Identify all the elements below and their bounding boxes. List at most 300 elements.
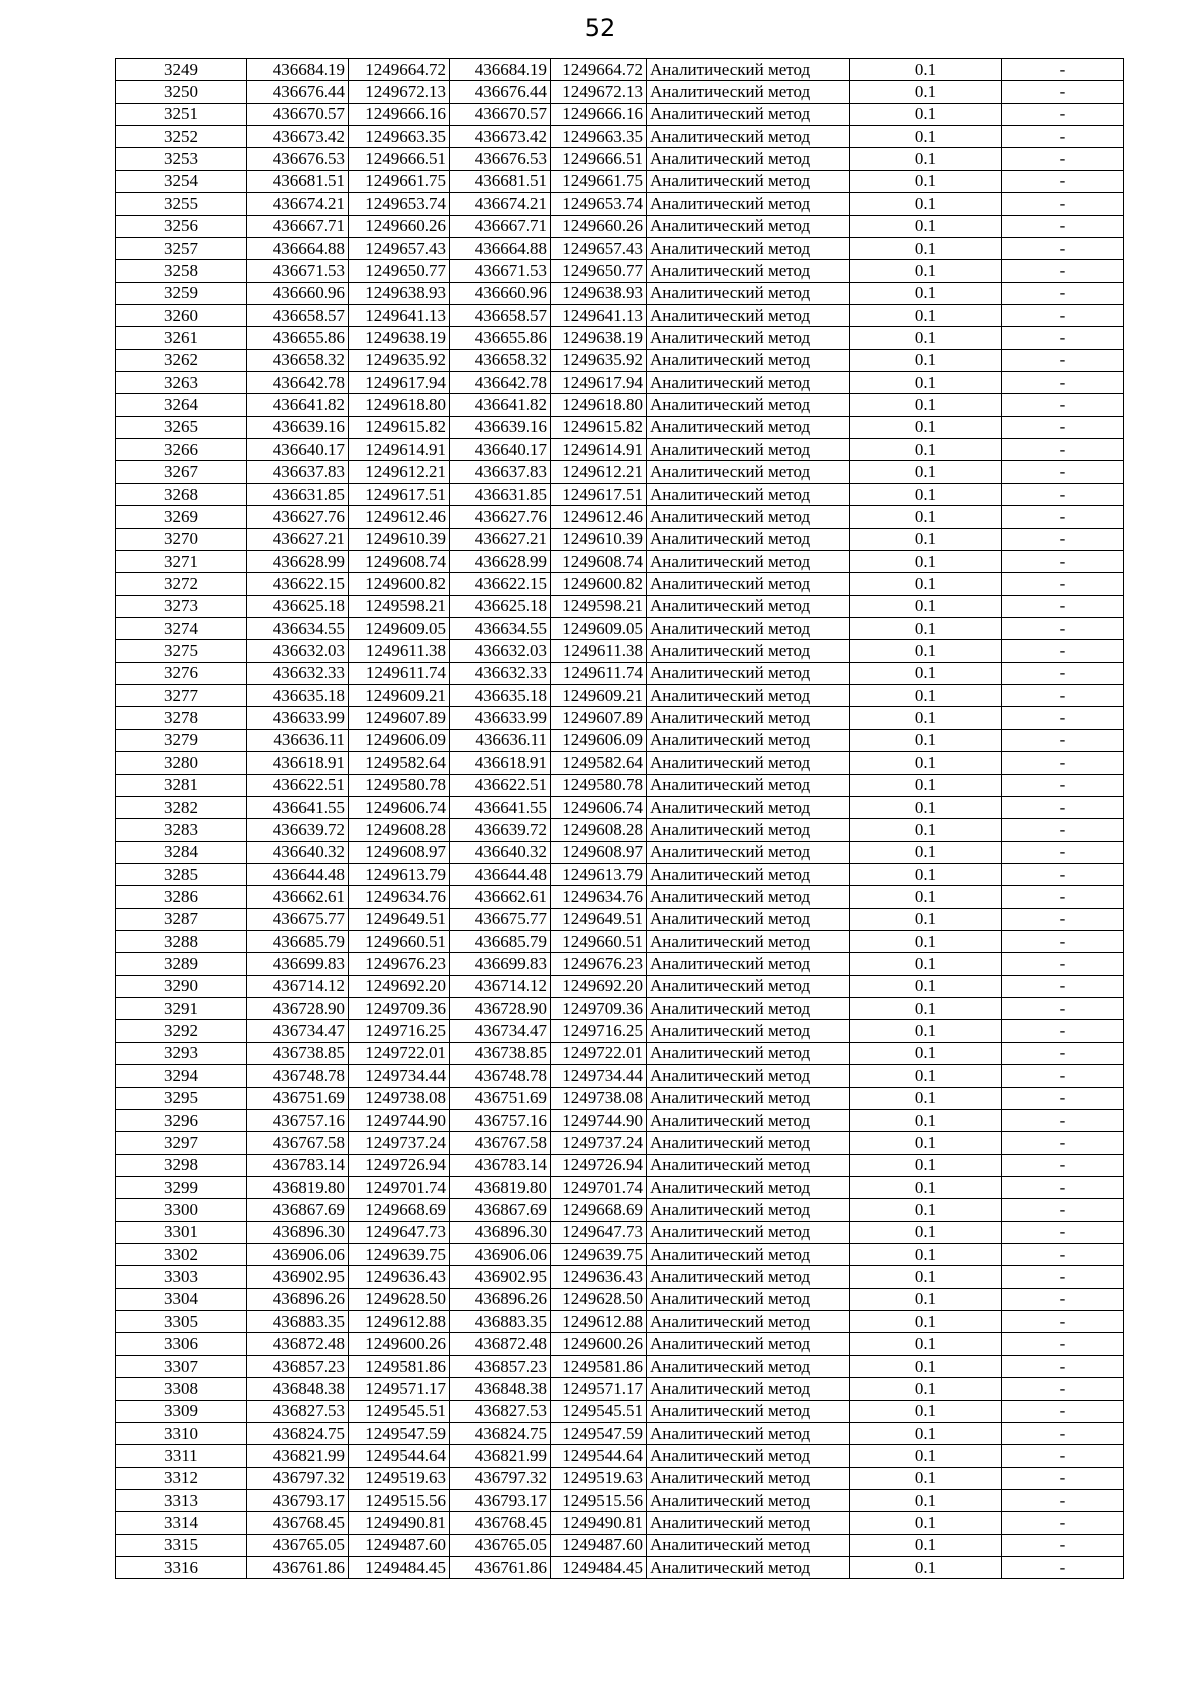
x-old-cell: 436662.61: [247, 886, 349, 908]
y-new-cell: 1249545.51: [551, 1400, 647, 1422]
y-new-cell: 1249610.39: [551, 528, 647, 550]
method-cell: Аналитический метод: [647, 1020, 850, 1042]
note-cell: -: [1002, 841, 1124, 863]
x-new-cell: 436896.26: [450, 1288, 551, 1310]
method-cell: Аналитический метод: [647, 752, 850, 774]
x-new-cell: 436767.58: [450, 1132, 551, 1154]
table-row: [116, 953, 1124, 975]
x-old-cell: 436824.75: [247, 1422, 349, 1444]
accuracy-cell: 0.1: [850, 998, 1002, 1020]
x-new-cell: 436662.61: [450, 886, 551, 908]
note-cell: -: [1002, 685, 1124, 707]
accuracy-cell: 0.1: [850, 1065, 1002, 1087]
x-old-cell: 436848.38: [247, 1378, 349, 1400]
table-row: [116, 461, 1124, 483]
method-cell: Аналитический метод: [647, 1400, 850, 1422]
y-old-cell: 1249668.69: [349, 1199, 450, 1221]
y-old-cell: 1249611.74: [349, 662, 450, 684]
x-old-cell: 436748.78: [247, 1065, 349, 1087]
y-old-cell: 1249663.35: [349, 126, 450, 148]
accuracy-cell: 0.1: [850, 148, 1002, 170]
method-cell: Аналитический метод: [647, 483, 850, 505]
accuracy-cell: 0.1: [850, 1288, 1002, 1310]
table-row: [116, 1400, 1124, 1422]
y-new-cell: 1249618.80: [551, 394, 647, 416]
y-old-cell: 1249716.25: [349, 1020, 450, 1042]
method-cell: Аналитический метод: [647, 170, 850, 192]
y-new-cell: 1249676.23: [551, 953, 647, 975]
note-cell: -: [1002, 1445, 1124, 1467]
y-old-cell: 1249617.94: [349, 372, 450, 394]
y-new-cell: 1249628.50: [551, 1288, 647, 1310]
y-old-cell: 1249650.77: [349, 260, 450, 282]
x-new-cell: 436783.14: [450, 1154, 551, 1176]
y-new-cell: 1249636.43: [551, 1266, 647, 1288]
accuracy-cell: 0.1: [850, 819, 1002, 841]
method-cell: Аналитический метод: [647, 1557, 850, 1579]
y-new-cell: 1249600.82: [551, 573, 647, 595]
note-cell: -: [1002, 662, 1124, 684]
method-cell: Аналитический метод: [647, 998, 850, 1020]
x-old-cell: 436618.91: [247, 752, 349, 774]
x-old-cell: 436635.18: [247, 685, 349, 707]
note-cell: -: [1002, 1422, 1124, 1444]
x-new-cell: 436631.85: [450, 483, 551, 505]
note-cell: -: [1002, 1087, 1124, 1109]
x-new-cell: 436658.32: [450, 349, 551, 371]
accuracy-cell: 0.1: [850, 1557, 1002, 1579]
method-cell: Аналитический метод: [647, 1087, 850, 1109]
x-old-cell: 436906.06: [247, 1244, 349, 1266]
method-cell: Аналитический метод: [647, 617, 850, 639]
x-old-cell: 436625.18: [247, 595, 349, 617]
y-old-cell: 1249661.75: [349, 170, 450, 192]
method-cell: Аналитический метод: [647, 1512, 850, 1534]
y-old-cell: 1249609.05: [349, 617, 450, 639]
table-row: [116, 1534, 1124, 1556]
table-row: [116, 126, 1124, 148]
method-cell: Аналитический метод: [647, 260, 850, 282]
point-number-cell: 3284: [116, 841, 247, 863]
accuracy-cell: 0.1: [850, 729, 1002, 751]
y-new-cell: 1249598.21: [551, 595, 647, 617]
x-new-cell: 436883.35: [450, 1311, 551, 1333]
method-cell: Аналитический метод: [647, 1288, 850, 1310]
x-new-cell: 436664.88: [450, 237, 551, 259]
accuracy-cell: 0.1: [850, 1087, 1002, 1109]
x-old-cell: 436641.55: [247, 796, 349, 818]
accuracy-cell: 0.1: [850, 237, 1002, 259]
x-new-cell: 436667.71: [450, 215, 551, 237]
x-new-cell: 436714.12: [450, 975, 551, 997]
point-number-cell: 3292: [116, 1020, 247, 1042]
table-row: [116, 1087, 1124, 1109]
y-new-cell: 1249581.86: [551, 1355, 647, 1377]
method-cell: Аналитический метод: [647, 1244, 850, 1266]
x-old-cell: 436761.86: [247, 1557, 349, 1579]
note-cell: -: [1002, 1534, 1124, 1556]
accuracy-cell: 0.1: [850, 1221, 1002, 1243]
note-cell: -: [1002, 1333, 1124, 1355]
note-cell: -: [1002, 595, 1124, 617]
table-row: [116, 327, 1124, 349]
table-row: [116, 1065, 1124, 1087]
y-old-cell: 1249657.43: [349, 237, 450, 259]
y-old-cell: 1249547.59: [349, 1422, 450, 1444]
y-new-cell: 1249716.25: [551, 1020, 647, 1042]
point-number-cell: 3253: [116, 148, 247, 170]
point-number-cell: 3281: [116, 774, 247, 796]
x-new-cell: 436765.05: [450, 1534, 551, 1556]
x-new-cell: 436699.83: [450, 953, 551, 975]
y-new-cell: 1249580.78: [551, 774, 647, 796]
table-row: [116, 483, 1124, 505]
x-new-cell: 436793.17: [450, 1490, 551, 1512]
x-new-cell: 436751.69: [450, 1087, 551, 1109]
y-new-cell: 1249641.13: [551, 304, 647, 326]
note-cell: -: [1002, 863, 1124, 885]
point-number-cell: 3266: [116, 439, 247, 461]
point-number-cell: 3285: [116, 863, 247, 885]
y-old-cell: 1249610.39: [349, 528, 450, 550]
accuracy-cell: 0.1: [850, 1333, 1002, 1355]
accuracy-cell: 0.1: [850, 506, 1002, 528]
y-new-cell: 1249544.64: [551, 1445, 647, 1467]
x-new-cell: 436896.30: [450, 1221, 551, 1243]
x-old-cell: 436622.15: [247, 573, 349, 595]
y-old-cell: 1249617.51: [349, 483, 450, 505]
accuracy-cell: 0.1: [850, 1311, 1002, 1333]
table-row: [116, 304, 1124, 326]
method-cell: Аналитический метод: [647, 439, 850, 461]
y-new-cell: 1249606.74: [551, 796, 647, 818]
y-old-cell: 1249744.90: [349, 1109, 450, 1131]
x-old-cell: 436872.48: [247, 1333, 349, 1355]
x-old-cell: 436699.83: [247, 953, 349, 975]
note-cell: -: [1002, 372, 1124, 394]
table-row: [116, 394, 1124, 416]
accuracy-cell: 0.1: [850, 394, 1002, 416]
note-cell: -: [1002, 998, 1124, 1020]
note-cell: -: [1002, 931, 1124, 953]
y-new-cell: 1249571.17: [551, 1378, 647, 1400]
y-old-cell: 1249672.13: [349, 81, 450, 103]
y-new-cell: 1249608.74: [551, 550, 647, 572]
x-old-cell: 436819.80: [247, 1176, 349, 1198]
y-new-cell: 1249664.72: [551, 59, 647, 81]
point-number-cell: 3274: [116, 617, 247, 639]
y-old-cell: 1249581.86: [349, 1355, 450, 1377]
y-old-cell: 1249608.28: [349, 819, 450, 841]
y-new-cell: 1249635.92: [551, 349, 647, 371]
x-new-cell: 436658.57: [450, 304, 551, 326]
note-cell: -: [1002, 1154, 1124, 1176]
y-new-cell: 1249668.69: [551, 1199, 647, 1221]
y-new-cell: 1249661.75: [551, 170, 647, 192]
table-row: [116, 439, 1124, 461]
x-old-cell: 436631.85: [247, 483, 349, 505]
x-old-cell: 436751.69: [247, 1087, 349, 1109]
note-cell: -: [1002, 908, 1124, 930]
x-new-cell: 436634.55: [450, 617, 551, 639]
y-new-cell: 1249660.26: [551, 215, 647, 237]
x-new-cell: 436640.17: [450, 439, 551, 461]
method-cell: Аналитический метод: [647, 640, 850, 662]
x-old-cell: 436674.21: [247, 193, 349, 215]
x-new-cell: 436867.69: [450, 1199, 551, 1221]
note-cell: -: [1002, 1266, 1124, 1288]
method-cell: Аналитический метод: [647, 975, 850, 997]
table-row: [116, 1333, 1124, 1355]
method-cell: Аналитический метод: [647, 1422, 850, 1444]
table-row: [116, 260, 1124, 282]
table-row: [116, 1020, 1124, 1042]
method-cell: Аналитический метод: [647, 729, 850, 751]
method-cell: Аналитический метод: [647, 1042, 850, 1064]
point-number-cell: 3276: [116, 662, 247, 684]
method-cell: Аналитический метод: [647, 1154, 850, 1176]
x-new-cell: 436857.23: [450, 1355, 551, 1377]
x-old-cell: 436857.23: [247, 1355, 349, 1377]
y-new-cell: 1249487.60: [551, 1534, 647, 1556]
accuracy-cell: 0.1: [850, 975, 1002, 997]
accuracy-cell: 0.1: [850, 103, 1002, 125]
x-new-cell: 436728.90: [450, 998, 551, 1020]
accuracy-cell: 0.1: [850, 126, 1002, 148]
y-old-cell: 1249544.64: [349, 1445, 450, 1467]
point-number-cell: 3307: [116, 1355, 247, 1377]
method-cell: Аналитический метод: [647, 528, 850, 550]
accuracy-cell: 0.1: [850, 931, 1002, 953]
accuracy-cell: 0.1: [850, 1244, 1002, 1266]
point-number-cell: 3265: [116, 416, 247, 438]
table-row: [116, 170, 1124, 192]
coordinates-table: [115, 58, 1124, 1579]
method-cell: Аналитический метод: [647, 59, 850, 81]
y-new-cell: 1249612.88: [551, 1311, 647, 1333]
note-cell: -: [1002, 707, 1124, 729]
table-row: [116, 595, 1124, 617]
note-cell: -: [1002, 1042, 1124, 1064]
accuracy-cell: 0.1: [850, 1154, 1002, 1176]
y-new-cell: 1249490.81: [551, 1512, 647, 1534]
x-new-cell: 436633.99: [450, 707, 551, 729]
note-cell: -: [1002, 1512, 1124, 1534]
y-new-cell: 1249701.74: [551, 1176, 647, 1198]
table-row: [116, 193, 1124, 215]
accuracy-cell: 0.1: [850, 461, 1002, 483]
x-new-cell: 436622.51: [450, 774, 551, 796]
point-number-cell: 3304: [116, 1288, 247, 1310]
method-cell: Аналитический метод: [647, 1132, 850, 1154]
accuracy-cell: 0.1: [850, 1378, 1002, 1400]
x-new-cell: 436748.78: [450, 1065, 551, 1087]
x-old-cell: 436636.11: [247, 729, 349, 751]
accuracy-cell: 0.1: [850, 886, 1002, 908]
note-cell: -: [1002, 1020, 1124, 1042]
x-old-cell: 436664.88: [247, 237, 349, 259]
x-new-cell: 436824.75: [450, 1422, 551, 1444]
note-cell: -: [1002, 1199, 1124, 1221]
table-row: [116, 59, 1124, 81]
y-old-cell: 1249635.92: [349, 349, 450, 371]
y-new-cell: 1249638.19: [551, 327, 647, 349]
point-number-cell: 3298: [116, 1154, 247, 1176]
method-cell: Аналитический метод: [647, 349, 850, 371]
table-row: [116, 1288, 1124, 1310]
table-row: [116, 1266, 1124, 1288]
x-old-cell: 436639.72: [247, 819, 349, 841]
note-cell: -: [1002, 1132, 1124, 1154]
y-new-cell: 1249614.91: [551, 439, 647, 461]
x-new-cell: 436640.32: [450, 841, 551, 863]
note-cell: -: [1002, 550, 1124, 572]
accuracy-cell: 0.1: [850, 193, 1002, 215]
accuracy-cell: 0.1: [850, 327, 1002, 349]
point-number-cell: 3313: [116, 1490, 247, 1512]
method-cell: Аналитический метод: [647, 595, 850, 617]
accuracy-cell: 0.1: [850, 170, 1002, 192]
accuracy-cell: 0.1: [850, 1042, 1002, 1064]
note-cell: -: [1002, 1400, 1124, 1422]
accuracy-cell: 0.1: [850, 640, 1002, 662]
x-new-cell: 436627.76: [450, 506, 551, 528]
table-row: [116, 1557, 1124, 1579]
x-new-cell: 436641.55: [450, 796, 551, 818]
y-new-cell: 1249515.56: [551, 1490, 647, 1512]
y-new-cell: 1249657.43: [551, 237, 647, 259]
table-row: [116, 662, 1124, 684]
y-new-cell: 1249649.51: [551, 908, 647, 930]
y-old-cell: 1249676.23: [349, 953, 450, 975]
x-old-cell: 436632.03: [247, 640, 349, 662]
y-old-cell: 1249722.01: [349, 1042, 450, 1064]
point-number-cell: 3250: [116, 81, 247, 103]
method-cell: Аналитический метод: [647, 841, 850, 863]
x-new-cell: 436685.79: [450, 931, 551, 953]
y-new-cell: 1249666.51: [551, 148, 647, 170]
method-cell: Аналитический метод: [647, 394, 850, 416]
note-cell: -: [1002, 327, 1124, 349]
accuracy-cell: 0.1: [850, 841, 1002, 863]
accuracy-cell: 0.1: [850, 1534, 1002, 1556]
table-row: [116, 1132, 1124, 1154]
point-number-cell: 3279: [116, 729, 247, 751]
x-new-cell: 436738.85: [450, 1042, 551, 1064]
table-row: [116, 975, 1124, 997]
y-new-cell: 1249722.01: [551, 1042, 647, 1064]
point-number-cell: 3269: [116, 506, 247, 528]
x-new-cell: 436635.18: [450, 685, 551, 707]
accuracy-cell: 0.1: [850, 59, 1002, 81]
x-old-cell: 436622.51: [247, 774, 349, 796]
x-new-cell: 436676.53: [450, 148, 551, 170]
accuracy-cell: 0.1: [850, 215, 1002, 237]
accuracy-cell: 0.1: [850, 282, 1002, 304]
accuracy-cell: 0.1: [850, 1266, 1002, 1288]
x-old-cell: 436681.51: [247, 170, 349, 192]
x-new-cell: 436684.19: [450, 59, 551, 81]
note-cell: -: [1002, 193, 1124, 215]
note-cell: -: [1002, 953, 1124, 975]
x-old-cell: 436867.69: [247, 1199, 349, 1221]
table-row: [116, 1490, 1124, 1512]
x-new-cell: 436632.33: [450, 662, 551, 684]
note-cell: -: [1002, 394, 1124, 416]
accuracy-cell: 0.1: [850, 752, 1002, 774]
accuracy-cell: 0.1: [850, 595, 1002, 617]
x-old-cell: 436632.33: [247, 662, 349, 684]
x-new-cell: 436906.06: [450, 1244, 551, 1266]
point-number-cell: 3303: [116, 1266, 247, 1288]
note-cell: -: [1002, 729, 1124, 751]
note-cell: -: [1002, 975, 1124, 997]
x-old-cell: 436641.82: [247, 394, 349, 416]
y-old-cell: 1249490.81: [349, 1512, 450, 1534]
note-cell: -: [1002, 170, 1124, 192]
note-cell: -: [1002, 282, 1124, 304]
x-new-cell: 436768.45: [450, 1512, 551, 1534]
note-cell: -: [1002, 461, 1124, 483]
accuracy-cell: 0.1: [850, 1512, 1002, 1534]
x-old-cell: 436883.35: [247, 1311, 349, 1333]
y-new-cell: 1249519.63: [551, 1467, 647, 1489]
y-old-cell: 1249600.26: [349, 1333, 450, 1355]
method-cell: Аналитический метод: [647, 953, 850, 975]
x-new-cell: 436637.83: [450, 461, 551, 483]
note-cell: -: [1002, 81, 1124, 103]
y-old-cell: 1249660.26: [349, 215, 450, 237]
accuracy-cell: 0.1: [850, 550, 1002, 572]
note-cell: -: [1002, 1288, 1124, 1310]
x-new-cell: 436872.48: [450, 1333, 551, 1355]
point-number-cell: 3296: [116, 1109, 247, 1131]
point-number-cell: 3268: [116, 483, 247, 505]
accuracy-cell: 0.1: [850, 1020, 1002, 1042]
note-cell: -: [1002, 349, 1124, 371]
y-old-cell: 1249738.08: [349, 1087, 450, 1109]
accuracy-cell: 0.1: [850, 1132, 1002, 1154]
y-old-cell: 1249609.21: [349, 685, 450, 707]
point-number-cell: 3249: [116, 59, 247, 81]
point-number-cell: 3271: [116, 550, 247, 572]
accuracy-cell: 0.1: [850, 953, 1002, 975]
y-new-cell: 1249611.38: [551, 640, 647, 662]
x-new-cell: 436639.72: [450, 819, 551, 841]
point-number-cell: 3277: [116, 685, 247, 707]
y-old-cell: 1249638.93: [349, 282, 450, 304]
note-cell: -: [1002, 1355, 1124, 1377]
y-old-cell: 1249612.21: [349, 461, 450, 483]
x-new-cell: 436641.82: [450, 394, 551, 416]
method-cell: Аналитический метод: [647, 215, 850, 237]
point-number-cell: 3262: [116, 349, 247, 371]
y-new-cell: 1249647.73: [551, 1221, 647, 1243]
accuracy-cell: 0.1: [850, 260, 1002, 282]
x-new-cell: 436627.21: [450, 528, 551, 550]
y-old-cell: 1249580.78: [349, 774, 450, 796]
y-old-cell: 1249649.51: [349, 908, 450, 930]
accuracy-cell: 0.1: [850, 528, 1002, 550]
x-new-cell: 436644.48: [450, 863, 551, 885]
method-cell: Аналитический метод: [647, 1221, 850, 1243]
x-old-cell: 436676.53: [247, 148, 349, 170]
method-cell: Аналитический метод: [647, 796, 850, 818]
accuracy-cell: 0.1: [850, 1176, 1002, 1198]
y-old-cell: 1249666.51: [349, 148, 450, 170]
point-number-cell: 3264: [116, 394, 247, 416]
y-old-cell: 1249653.74: [349, 193, 450, 215]
